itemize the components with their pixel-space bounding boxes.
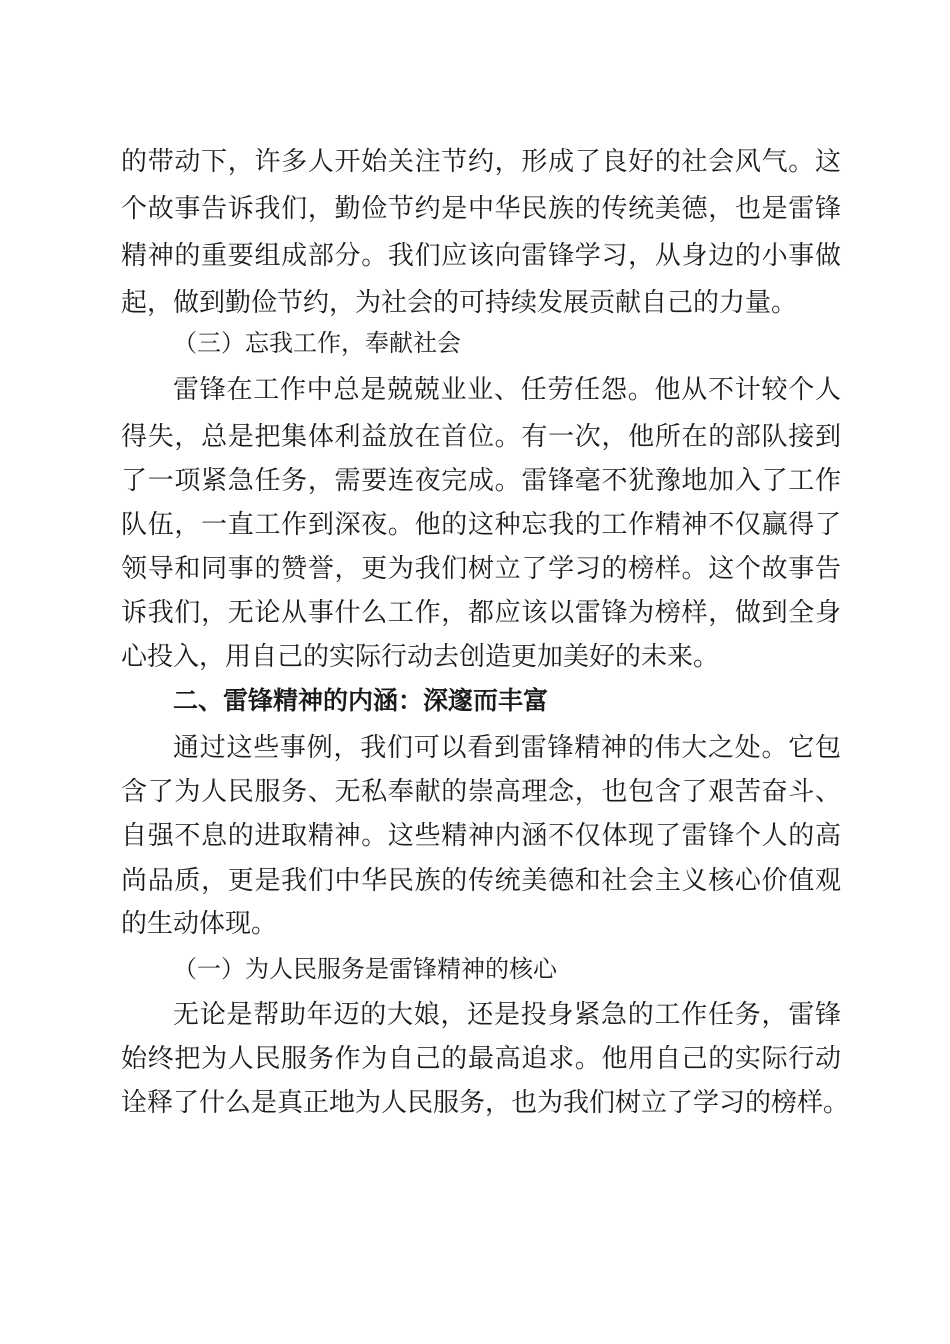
paragraph-1-line-2: 个故事告诉我们，勤俭节约是中华民族的传统美德，也是雷锋: [121, 194, 841, 224]
paragraph-2-line-5: 领导和同事的赞誉，更为我们树立了学习的榜样。这个故事告: [121, 554, 841, 584]
paragraph-4-line-2: 始终把为人民服务作为自己的最高追求。他用自己的实际行动: [121, 1044, 841, 1074]
paragraph-2-line-2: 得失，总是把集体利益放在首位。有一次，他所在的部队接到: [121, 422, 841, 452]
subheading-one: （一）为人民服务是雷锋精神的核心: [173, 955, 557, 983]
paragraph-3-line-3: 自强不息的进取精神。这些精神内涵不仅体现了雷锋个人的高: [121, 821, 841, 851]
paragraph-1-line-3: 精神的重要组成部分。我们应该向雷锋学习，从身边的小事做: [121, 241, 841, 271]
paragraph-3-line-2: 含了为人民服务、无私奉献的崇高理念，也包含了艰苦奋斗、: [121, 777, 841, 807]
paragraph-2-line-7: 心投入，用自己的实际行动去创造更加美好的未来。: [121, 642, 720, 672]
paragraph-2-line-3: 了一项紧急任务，需要连夜完成。雷锋毫不犹豫地加入了工作: [121, 466, 841, 496]
paragraph-2-line-6: 诉我们，无论从事什么工作，都应该以雷锋为榜样，做到全身: [121, 598, 841, 628]
paragraph-4-line-1: 无论是帮助年迈的大娘，还是投身紧急的工作任务，雷锋: [173, 1000, 841, 1030]
paragraph-3-line-5: 的生动体现。: [121, 909, 278, 939]
paragraph-2-line-4: 队伍，一直工作到深夜。他的这种忘我的工作精神不仅赢得了: [121, 510, 841, 540]
subheading-three: （三）忘我工作，奉献社会: [173, 329, 461, 357]
paragraph-2-line-1: 雷锋在工作中总是兢兢业业、任劳任怨。他从不计较个人: [173, 375, 841, 405]
paragraph-4-line-3: 诠释了什么是真正地为人民服务，也为我们树立了学习的榜样。: [121, 1088, 850, 1118]
paragraph-1-line-4: 起，做到勤俭节约，为社会的可持续发展贡献自己的力量。: [121, 288, 798, 318]
paragraph-3-line-4: 尚品质，更是我们中华民族的传统美德和社会主义核心价值观: [121, 866, 841, 896]
section-heading-two: 二、雷锋精神的内涵：深邃而丰富: [173, 686, 549, 715]
paragraph-1-line-1: 的带动下，许多人开始关注节约，形成了良好的社会风气。这: [121, 147, 841, 177]
paragraph-3-line-1: 通过这些事例，我们可以看到雷锋精神的伟大之处。它包: [173, 733, 841, 763]
